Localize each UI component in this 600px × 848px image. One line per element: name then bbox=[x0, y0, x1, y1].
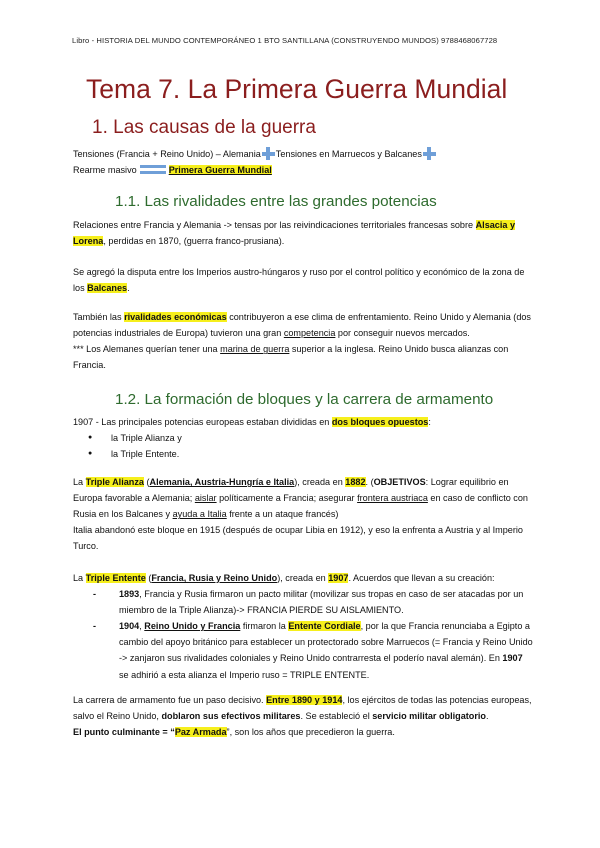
causes-text-1: Tensiones (Francia + Reino Unido) – Alemania bbox=[73, 149, 261, 159]
paragraph-triple-alianza bbox=[73, 474, 533, 554]
highlight-alsacia-lorena: Alsacia y Lorena bbox=[73, 220, 516, 247]
section-heading-rivalries: 1.1. Las rivalidades entre las grandes potencias bbox=[115, 193, 437, 210]
text: superior a la inglesa. Reino Unido busca alianzas con Francia. bbox=[73, 344, 509, 371]
underline-frontera-austriaca: frontera austriaca bbox=[357, 493, 428, 504]
paragraph-blocs-intro bbox=[73, 414, 533, 462]
objetivos-label: OBJETIVOS bbox=[373, 477, 426, 487]
underline-competencia: competencia bbox=[283, 328, 336, 339]
causes-line-rearm bbox=[73, 162, 533, 178]
text: . Acuerdos que llevan a su creación: bbox=[348, 573, 495, 583]
page-header: Libro - HISTORIA DEL MUNDO CONTEMPORÁNEO 1 BTO SANTILLANA (CONSTRUYENDO MUNDOS) 9788468067728 bbox=[72, 36, 498, 45]
highlight-1890-1914: Entre 1890 y 1914 bbox=[266, 695, 343, 705]
page-title: Tema 7. La Primera Guerra Mundial bbox=[86, 74, 508, 104]
text: , los ejércitos de todas las potencias europeas, salvo el Reino Unido, bbox=[73, 695, 532, 722]
section-heading-blocs: 1.2. La formación de bloques y la carrera de armamento bbox=[115, 391, 494, 408]
text: , Francia y Rusia firmaron un pacto militar (movilizar sus tropas en caso de ser atacadas por un miembro de la Triple Alianza)-> FRANCIA PIERDE SU AISLAMIENTO. bbox=[119, 589, 524, 616]
text: Italia abandonó este bloque en 1915 (después de ocupar Libia en 1912), y eso la enfrenta a Austria y al Imperio Turco. bbox=[73, 525, 523, 552]
text: El punto culminante = “ bbox=[73, 727, 175, 738]
underline-aislar: aislar bbox=[194, 493, 217, 504]
plus-icon bbox=[262, 147, 275, 160]
plus-icon bbox=[423, 147, 436, 160]
list-item bbox=[73, 586, 533, 618]
text: También las bbox=[73, 312, 122, 322]
triple-alianza-members: Alemania, Austria-Hungría e Italia bbox=[149, 477, 295, 487]
text: ), creada en bbox=[294, 477, 343, 487]
paragraph-arms-race bbox=[73, 692, 533, 740]
text: 1907 - Las principales potencias europeas estaban divididas en bbox=[73, 417, 330, 427]
highlight-balcanes: Balcanes bbox=[87, 283, 128, 294]
text: firmaron la bbox=[242, 621, 286, 632]
text: *** Los Alemanes querían tener una bbox=[73, 344, 218, 355]
list-item bbox=[73, 618, 533, 682]
causes-line-tensions bbox=[73, 146, 533, 162]
text: , por la que Francia renunciaba a Egipto a cambio del apoyo británico para establecer un protectorado sobre Marruecos (= Francia y Reino Unido -> zanjaron sus rivalidades coloniales y Reino Unido contrarresta el poderío naval alemán). En bbox=[119, 621, 533, 664]
text: por conseguir nuevos mercados. bbox=[337, 328, 470, 339]
underline-marina-de-guerra: marina de guerra bbox=[220, 344, 290, 355]
text: políticamente a Francia; asegurar bbox=[219, 493, 355, 504]
entente-agreements-list bbox=[73, 586, 533, 683]
servicio-militar: servicio militar obligatorio bbox=[372, 711, 486, 722]
section-heading-causes: 1. Las causas de la guerra bbox=[92, 117, 316, 138]
text: . Se estableció el bbox=[300, 711, 370, 722]
paragraph-balkans bbox=[73, 264, 533, 296]
highlight-1907: 1907 bbox=[328, 573, 349, 583]
text: contribuyeron a ese clima de enfrentamiento. Reino Unido y Alemania (dos potencias industriales de Europa) tuvieron una gran bbox=[73, 312, 531, 339]
text: se adhirió a esta alianza el Imperio ruso = TRIPLE ENTENTE. bbox=[119, 669, 370, 680]
text: frente a un ataque francés) bbox=[229, 509, 339, 520]
text: Relaciones entre Francia y Alemania -> tensas por las reivindicaciones territoriales francesas sobre bbox=[73, 220, 474, 230]
highlight-entente-cordiale: Entente Cordiale bbox=[288, 621, 361, 632]
equals-icon bbox=[140, 165, 166, 175]
underline-ayuda-italia: ayuda a Italia bbox=[172, 509, 227, 520]
text: , perdidas en 1870, (guerra franco-prusiana). bbox=[103, 236, 285, 247]
highlight-rivalidades-economicas: rivalidades económicas bbox=[124, 312, 227, 322]
text: La bbox=[73, 477, 84, 487]
text: ( bbox=[148, 573, 152, 583]
year-1907: 1907 bbox=[502, 653, 523, 664]
paragraph-triple-entente bbox=[73, 570, 533, 683]
text: . bbox=[127, 283, 130, 294]
text: ), creada en bbox=[277, 573, 326, 583]
text: : bbox=[428, 417, 431, 427]
list-item: ● la Triple Entente. bbox=[73, 446, 533, 462]
doblaron-efectivos: doblaron sus efectivos militares bbox=[161, 711, 301, 722]
blocs-list bbox=[73, 430, 533, 462]
text: . bbox=[485, 711, 489, 722]
highlight-paz-armada: Paz Armada bbox=[174, 727, 227, 738]
paragraph-economic-rivalries bbox=[73, 309, 533, 373]
causes-result-highlight: Primera Guerra Mundial bbox=[168, 165, 272, 175]
text: . ( bbox=[365, 477, 374, 487]
text: , bbox=[139, 621, 142, 632]
text: Se agregó la disputa entre los Imperios austro-húngaros y ruso por el control político y económico de la zona de los bbox=[73, 267, 525, 294]
highlight-1882: 1882 bbox=[345, 477, 366, 487]
highlight-triple-entente: Triple Entente bbox=[85, 573, 146, 583]
text: ”, son los años que precedieron la guerra. bbox=[226, 727, 395, 738]
highlight-dos-bloques: dos bloques opuestos bbox=[331, 417, 429, 427]
paragraph-france-germany bbox=[73, 217, 533, 249]
text: ( bbox=[146, 477, 150, 487]
highlight-triple-alianza: Triple Alianza bbox=[85, 477, 144, 487]
text: : Lograr equilibrio en Europa favorable a Alemania; bbox=[73, 477, 509, 504]
causes-text-3: Rearme masivo bbox=[73, 165, 137, 175]
list-item: ● la Triple Alianza y bbox=[73, 430, 533, 446]
year-1904: 1904 bbox=[119, 621, 140, 632]
causes-text-2: Tensiones en Marruecos y Balcanes bbox=[275, 149, 422, 159]
text: La bbox=[73, 573, 84, 583]
triple-entente-members: Francia, Rusia y Reino Unido bbox=[151, 573, 278, 583]
reino-unido-francia: Reino Unido y Francia bbox=[144, 621, 241, 632]
text: La carrera de armamento fue un paso decisivo. bbox=[73, 695, 264, 705]
year-1893: 1893 bbox=[119, 589, 140, 600]
text: en caso de conflicto con Rusia en los Balcanes y bbox=[73, 493, 528, 520]
